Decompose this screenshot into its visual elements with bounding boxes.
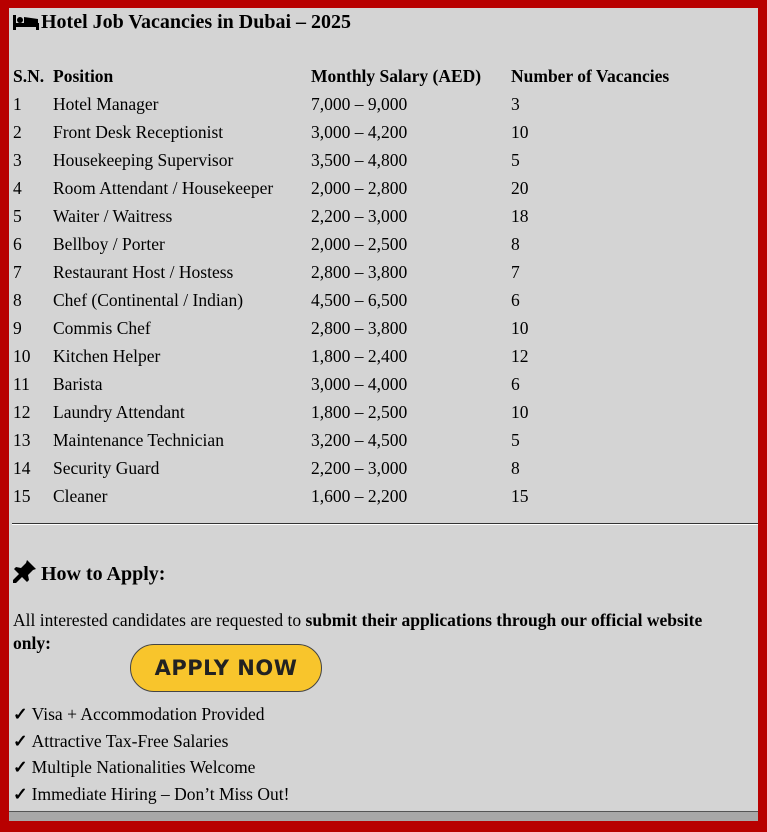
- table-row: [13, 370, 701, 398]
- cell-sn: 3: [13, 149, 22, 170]
- apply-instructions-bold: submit their applications through our official website only:: [13, 610, 703, 653]
- cell-position: Waiter / Waitress: [53, 205, 173, 226]
- table-row: [13, 174, 701, 202]
- cell-position: Hotel Manager: [53, 93, 159, 114]
- cell-position: Laundry Attendant: [53, 401, 185, 422]
- checkmark-icon: ✓: [13, 757, 28, 777]
- cell-vacancies: 6: [511, 373, 520, 394]
- cell-salary: 1,600 – 2,200: [311, 485, 408, 506]
- perk-text: Multiple Nationalities Welcome: [31, 757, 256, 777]
- cell-salary: 1,800 – 2,500: [311, 401, 408, 422]
- cell-salary: 2,000 – 2,500: [311, 233, 408, 254]
- apply-instructions-plain: All interested candidates are requested to: [13, 610, 306, 630]
- cell-vacancies: 20: [511, 177, 529, 198]
- cell-salary: 2,800 – 3,800: [311, 261, 408, 282]
- checkmark-icon: ✓: [13, 730, 28, 751]
- perk-text: Immediate Hiring – Don’t Miss Out!: [31, 783, 290, 804]
- cell-vacancies: 8: [511, 457, 520, 478]
- page-title: [13, 11, 351, 36]
- perk-item: [13, 731, 289, 758]
- table-header-row: [13, 62, 701, 90]
- cell-vacancies: 5: [511, 429, 520, 450]
- cell-sn: 2: [13, 121, 22, 142]
- cell-sn: 15: [13, 485, 31, 506]
- table-row: [13, 482, 701, 510]
- cell-salary: 2,200 – 3,000: [311, 205, 408, 226]
- cell-salary: 2,200 – 3,000: [311, 457, 408, 478]
- cell-sn: 7: [13, 261, 22, 282]
- cell-position: Cleaner: [53, 485, 108, 506]
- table-row: [13, 454, 701, 482]
- cell-vacancies: 5: [511, 149, 520, 170]
- header-position: Position: [53, 65, 114, 86]
- cell-position: Kitchen Helper: [53, 345, 161, 366]
- cell-sn: 5: [13, 205, 22, 226]
- cell-vacancies: 10: [511, 317, 529, 338]
- header-vacancies: Number of Vacancies: [511, 65, 670, 86]
- table-row: [13, 90, 701, 118]
- cell-salary: 2,000 – 2,800: [311, 177, 408, 198]
- table-row: [13, 118, 701, 146]
- cell-position: Room Attendant / Housekeeper: [53, 177, 274, 198]
- vacancies-table: [13, 62, 701, 510]
- cell-vacancies: 15: [511, 485, 529, 506]
- cell-salary: 3,000 – 4,000: [311, 373, 408, 394]
- cell-sn: 9: [13, 317, 22, 338]
- bed-icon: [13, 12, 39, 36]
- bottom-strip: [9, 811, 758, 821]
- cell-salary: 3,000 – 4,200: [311, 121, 408, 142]
- cell-vacancies: 3: [511, 93, 520, 114]
- table-body: [13, 90, 701, 510]
- perk-item: [13, 784, 289, 811]
- header-sn: S.N.: [13, 65, 45, 86]
- cell-vacancies: 10: [511, 401, 529, 422]
- checkmark-icon: ✓: [13, 783, 28, 804]
- checkmark-icon: ✓: [13, 704, 28, 724]
- cell-salary: 3,500 – 4,800: [311, 149, 408, 170]
- cell-vacancies: 18: [511, 205, 529, 226]
- divider: [12, 523, 758, 525]
- cell-sn: 11: [13, 373, 30, 394]
- how-to-apply-heading: [13, 559, 165, 589]
- header-salary: Monthly Salary (AED): [311, 65, 482, 86]
- perk-item: [13, 757, 289, 784]
- table-row: [13, 342, 701, 370]
- cell-vacancies: 12: [511, 345, 529, 366]
- table-row: [13, 426, 701, 454]
- cell-sn: 4: [13, 177, 22, 198]
- cell-position: Security Guard: [53, 457, 160, 478]
- cell-position: Restaurant Host / Hostess: [53, 261, 234, 282]
- cell-position: Bellboy / Porter: [53, 233, 165, 254]
- cell-position: Housekeeping Supervisor: [53, 149, 234, 170]
- perks-list: [13, 704, 289, 810]
- apply-instructions: [13, 609, 743, 655]
- cell-sn: 8: [13, 289, 22, 310]
- perk-text: Attractive Tax-Free Salaries: [31, 730, 229, 751]
- cell-vacancies: 10: [511, 121, 529, 142]
- cell-salary: 2,800 – 3,800: [311, 317, 408, 338]
- cell-vacancies: 8: [511, 233, 520, 254]
- apply-now-button[interactable]: APPLY NOW: [130, 644, 322, 692]
- cell-sn: 6: [13, 233, 22, 254]
- table-row: [13, 230, 701, 258]
- table-row: [13, 146, 701, 174]
- cell-vacancies: 6: [511, 289, 520, 310]
- cell-sn: 14: [13, 457, 31, 478]
- table-row: [13, 258, 701, 286]
- cell-position: Barista: [53, 373, 103, 394]
- cell-sn: 13: [13, 429, 31, 450]
- cell-salary: 1,800 – 2,400: [311, 345, 408, 366]
- cell-position: Commis Chef: [53, 317, 151, 338]
- cell-salary: 7,000 – 9,000: [311, 93, 408, 114]
- table-row: [13, 286, 701, 314]
- table-row: [13, 398, 701, 426]
- table-row: [13, 314, 701, 342]
- perk-item: [13, 704, 289, 731]
- pushpin-icon: [13, 559, 37, 589]
- vacancy-panel: [9, 8, 758, 821]
- cell-position: Front Desk Receptionist: [53, 121, 224, 142]
- perk-text: Visa + Accommodation Provided: [31, 704, 265, 724]
- cell-sn: 12: [13, 401, 31, 422]
- cell-salary: 4,500 – 6,500: [311, 289, 408, 310]
- cell-position: Maintenance Technician: [53, 429, 224, 450]
- cell-salary: 3,200 – 4,500: [311, 429, 408, 450]
- how-to-apply-text: How to Apply:: [41, 563, 166, 585]
- cell-position: Chef (Continental / Indian): [53, 289, 244, 310]
- cell-sn: 10: [13, 345, 31, 366]
- cell-vacancies: 7: [511, 261, 520, 282]
- table-row: [13, 202, 701, 230]
- title-text: Hotel Job Vacancies in Dubai – 2025: [41, 11, 352, 33]
- cell-sn: 1: [13, 93, 22, 114]
